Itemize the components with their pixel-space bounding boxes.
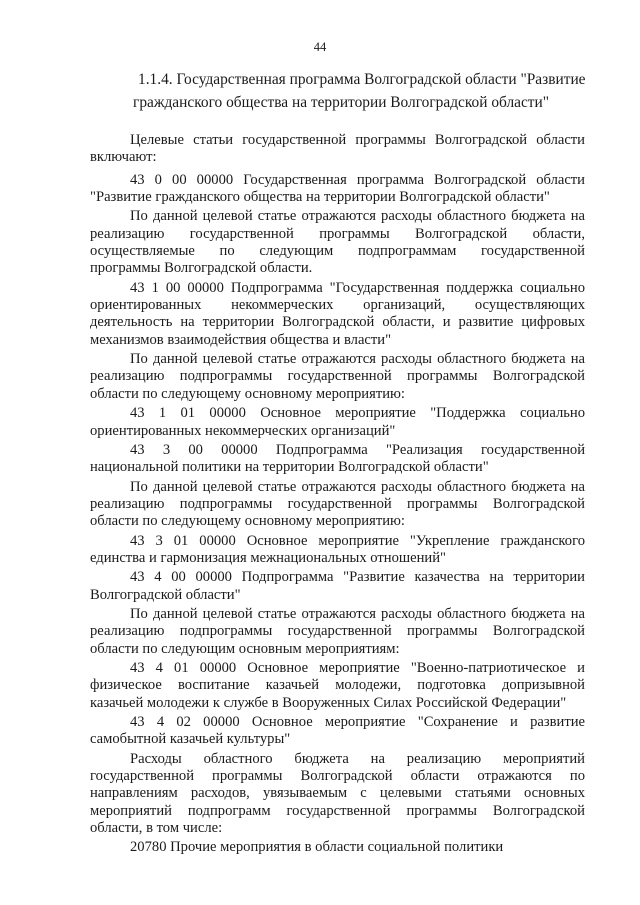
paragraph-code-43100	[90, 280, 585, 349]
text-line: 43 1 00 00000 Подпрограмма "Государственная поддержка социально	[130, 279, 585, 296]
text-line: казачьей молодежи к службе в Вооруженных Силах Российской Федерации"	[90, 694, 567, 711]
text-line: Целевые статьи государственной программы Волгоградской области	[130, 132, 585, 148]
text-line: По данной целевой статье отражаются расходы областного бюджета на	[130, 351, 585, 368]
text-line: реализацию подпрограммы государственной программы Волгоградской	[90, 623, 585, 640]
text-line: мероприятий подпрограмм государственной программы Волгоградской	[90, 802, 585, 819]
text-line: включают:	[90, 149, 157, 166]
paragraph-code-43301	[90, 533, 585, 568]
text-line: области, в том числе:	[90, 820, 223, 837]
paragraph-code-43300	[90, 442, 585, 477]
text-line: государственной программы Волгоградской области отражаются по	[90, 768, 585, 785]
text-line: 43 4 01 00000 Основное мероприятие "Военно-патриотическое и	[130, 659, 585, 676]
text-line: 43 4 02 00000 Основное мероприятие "Сохранение и развитие	[130, 714, 585, 730]
paragraph-code-43000	[90, 172, 585, 207]
text-line: области по следующим основным мероприятиям:	[90, 640, 400, 657]
paragraph-code-43400	[90, 569, 585, 604]
heading-line-2: гражданского общества на территории Волгоградской области"	[133, 94, 550, 111]
text-line: 43 3 01 00000 Основное мероприятие "Укрепление гражданского	[130, 532, 585, 549]
paragraph-code-43401	[90, 660, 585, 712]
text-line: механизмов взаимодействия общества и власти"	[90, 331, 392, 348]
text-line: Волгоградской области"	[90, 586, 241, 603]
text-line: реализацию государственной программы Волгоградской области,	[90, 225, 585, 242]
text-line: области по следующему основному мероприятию:	[90, 385, 405, 402]
text-line: "Развитие гражданского общества на территории Волгоградской области"	[90, 189, 550, 206]
text-line: Расходы областного бюджета на реализацию мероприятий	[130, 750, 585, 767]
text-line: ориентированных некоммерческих организаций, осуществляющих	[90, 297, 585, 314]
page-number: 44	[313, 40, 327, 54]
text-line: единства и гармонизация межнациональных отношений"	[90, 549, 446, 566]
text-line: деятельность на территории Волгоградской области, и развитие цифровых	[90, 314, 585, 331]
paragraph-code-43402	[90, 714, 585, 749]
paragraph-intro	[90, 132, 585, 167]
text-line: национальной политики на территории Волгоградской области"	[90, 459, 489, 476]
text-line: 43 4 00 00000 Подпрограмма "Развитие казачества на территории	[130, 569, 585, 586]
text-line: По данной целевой статье отражаются расходы областного бюджета на	[130, 208, 585, 225]
text-line: реализацию подпрограммы государственной программы Волгоградской	[90, 495, 585, 512]
text-line: 43 1 01 00000 Основное мероприятие "Поддержка социально	[130, 405, 585, 422]
paragraph-expenses	[90, 751, 585, 838]
text-line: физическое воспитание казачьей молодежи, подготовка допризывной	[90, 677, 585, 694]
paragraph-code-43101	[90, 405, 585, 440]
text-line: самобытной казачьей культуры"	[90, 731, 291, 748]
section-heading	[90, 68, 590, 114]
text-line: области по следующему основному мероприятию:	[90, 513, 405, 530]
document-body	[90, 130, 585, 857]
paragraph-desc-43000	[90, 208, 585, 277]
text-line: По данной целевой статье отражаются расходы областного бюджета на	[130, 478, 585, 495]
text-line: осуществляемые по следующим подпрограммам государственной	[90, 243, 585, 260]
text-line: 20780 Прочие мероприятия в области социальной политики	[130, 839, 504, 856]
paragraph-desc-43300	[90, 479, 585, 531]
paragraph-desc-43100	[90, 351, 585, 403]
text-line: реализацию подпрограммы государственной программы Волгоградской	[90, 368, 585, 385]
text-line: направлениям расходов, увязываемым с целевыми статьями основных	[90, 785, 585, 802]
text-line: 43 3 00 00000 Подпрограмма "Реализация государственной	[130, 441, 585, 458]
text-line: ориентированных некоммерческих организаций"	[90, 422, 396, 439]
text-line: По данной целевой статье отражаются расходы областного бюджета на	[130, 605, 585, 622]
text-line: программы Волгоградской области.	[90, 260, 313, 277]
paragraph-desc-43400	[90, 606, 585, 658]
text-line: 43 0 00 00000 Государственная программа Волгоградской области	[130, 171, 585, 188]
paragraph-code-20780	[90, 839, 585, 856]
heading-line-1: 1.1.4. Государственная программа Волгоградской области "Развитие	[138, 71, 586, 88]
